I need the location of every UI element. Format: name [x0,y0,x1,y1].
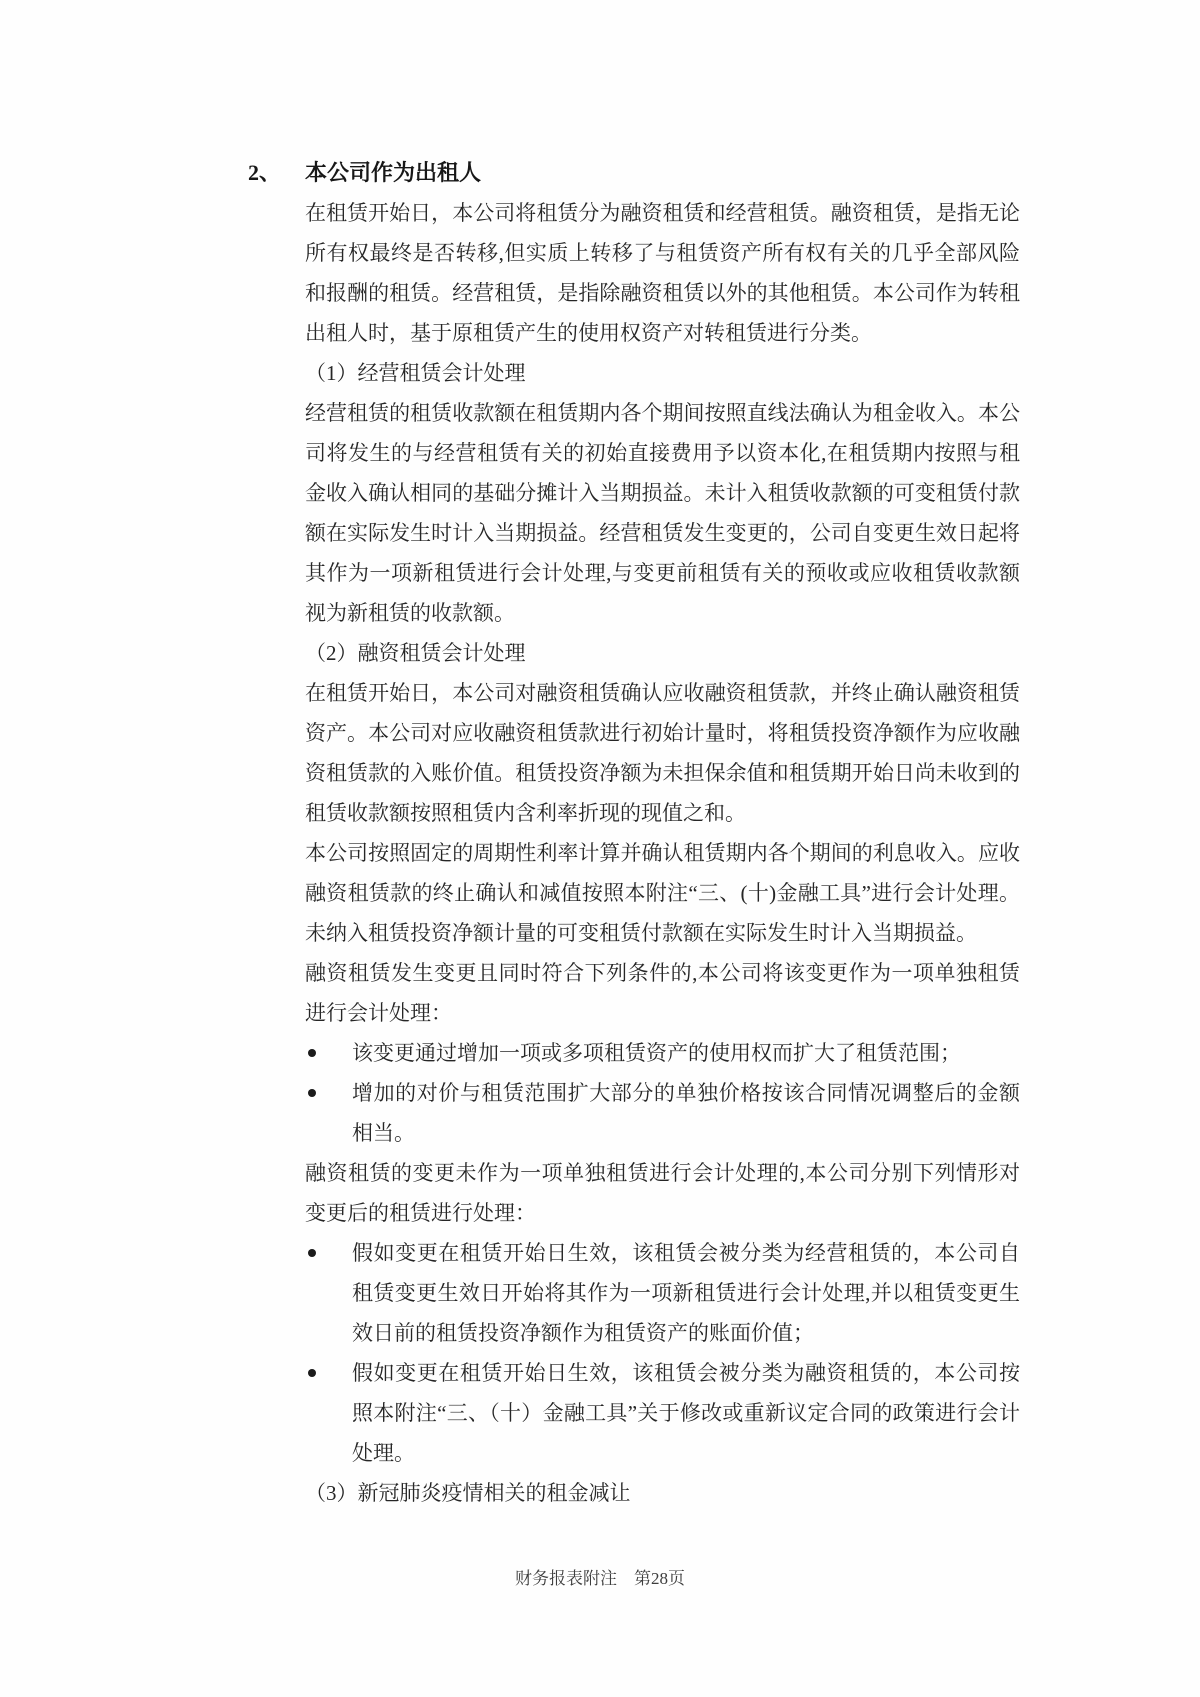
page-footer: 财务报表附注 第28页 [515,1569,685,1588]
bullet-item-consideration [305,1073,1020,1153]
bullet-text: 该变更通过增加一项或多项租赁资产的使用权而扩大了租赁范围； [352,1041,961,1065]
bullet-dot-icon [308,1049,316,1057]
bullet-text: 假如变更在租赁开始日生效，该租赁会被分类为融资租赁的，本公司按照本附注“三、（十）金融工具”关于修改或重新议定合同的政策进行会计处理。 [352,1361,1020,1465]
section-number: 2、 [248,160,282,185]
bullet-item-scope-expansion [305,1033,1020,1073]
bullet-list-separate-lease-conditions [305,1033,1020,1153]
subheading-operating-lease: （1）经营租赁会计处理 [305,361,526,385]
paragraph-finance-lease-initial-measurement: 在租赁开始日，本公司对融资租赁确认应收融资租赁款，并终止确认融资租赁资产。本公司对应收融资租赁款进行初始计量时，将租赁投资净额作为应收融资租赁款的入账价值。租赁投资净额为未担保余值和租赁期开始日尚未收到的租赁收款额按照租赁内含利率折现的现值之和。 [305,681,1020,825]
bullet-text: 假如变更在租赁开始日生效，该租赁会被分类为经营租赁的，本公司自租赁变更生效日开始将其作为一项新租赁进行会计处理,并以租赁变更生效日前的租赁投资净额作为租赁资产的账面价值； [352,1241,1020,1345]
bullet-item-finance-reclass [305,1353,1020,1473]
paragraph-lease-classification: 在租赁开始日，本公司将租赁分为融资租赁和经营租赁。融资租赁，是指无论所有权最终是否转移,但实质上转移了与租赁资产所有权有关的几乎全部风险和报酬的租赁。经营租赁，是指除融资租赁以外的其他租赁。本公司作为转租出租人时，基于原租赁产生的使用权资产对转租赁进行分类。 [305,201,1020,345]
bullet-dot-icon [308,1249,316,1257]
paragraph-finance-lease-interest-income: 本公司按照固定的周期性利率计算并确认租赁期内各个期间的利息收入。应收融资租赁款的终止确认和减值按照本附注“三、(十)金融工具”进行会计处理。未纳入租赁投资净额计量的可变租赁付款额在实际发生时计入当期损益。 [305,841,1020,945]
paragraph-operating-lease-accounting: 经营租赁的租赁收款额在租赁期内各个期间按照直线法确认为租金收入。本公司将发生的与经营租赁有关的初始直接费用予以资本化,在租赁期内按照与租金收入确认相同的基础分摊计入当期损益。未计入租赁收款额的可变租赁付款额在实际发生时计入当期损益。经营租赁发生变更的，公司自变更生效日起将其作为一项新租赁进行会计处理,与变更前租赁有关的预收或应收租赁收款额视为新租赁的收款额。 [305,401,1020,625]
paragraph-modification-separate-lease-intro: 融资租赁发生变更且同时符合下列条件的,本公司将该变更作为一项单独租赁进行会计处理： [305,961,1020,1025]
notes-section [248,153,1020,1513]
bullet-text: 增加的对价与租赁范围扩大部分的单独价格按该合同情况调整后的金额相当。 [352,1081,1020,1145]
bullet-dot-icon [308,1369,316,1377]
section-body [305,193,1020,1513]
bullet-item-operating-reclass [305,1233,1020,1353]
section-title: 本公司作为出租人 [305,160,482,185]
bullet-dot-icon [308,1089,316,1097]
subheading-covid-rent-concession: （3）新冠肺炎疫情相关的租金减让 [305,1481,631,1505]
bullet-list-modification-treatments [305,1233,1020,1473]
paragraph-modification-not-separate: 融资租赁的变更未作为一项单独租赁进行会计处理的,本公司分别下列情形对变更后的租赁进行处理： [305,1161,1020,1225]
subheading-finance-lease: （2）融资租赁会计处理 [305,641,526,665]
section-heading [248,153,1020,193]
